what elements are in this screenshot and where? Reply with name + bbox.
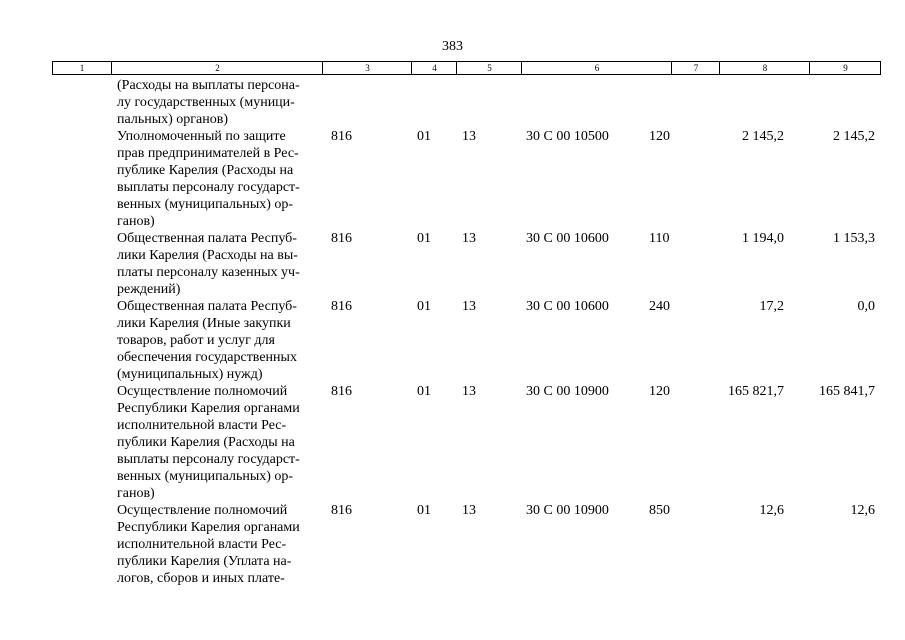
- row-col-5: 13: [462, 299, 476, 314]
- row-col-9: 2 145,2: [833, 129, 875, 144]
- header-col-9: 9: [809, 62, 881, 74]
- row-col-6: 30 С 00 10900: [526, 503, 609, 518]
- table-row: [0, 502, 905, 587]
- row-col-3: 816: [331, 503, 352, 518]
- row-col-5: 13: [462, 231, 476, 246]
- row-col-9: 0,0: [857, 299, 875, 314]
- row-col-7: 120: [649, 129, 670, 144]
- table-row: [0, 230, 905, 298]
- row-col-5: 13: [462, 129, 476, 144]
- row-col-6: 30 С 00 10900: [526, 384, 609, 399]
- row-col-3: 816: [331, 129, 352, 144]
- page-number: 383: [442, 39, 463, 54]
- row-description: Общественная палата Респуб- лики Карелия (Иные закупки товаров, работ и услуг для обеспечения государственных (муниципальных) нужд): [117, 299, 297, 382]
- row-col-8: 2 145,2: [742, 129, 784, 144]
- header-col-3: 3: [322, 62, 412, 74]
- row-description: Осуществление полномочий Республики Карелия органами исполнительной власти Рес- публики Карелия (Уплата на- логов, сборов и иных плате-: [117, 503, 300, 586]
- row-col-7: 240: [649, 299, 670, 314]
- row-col-7: 850: [649, 503, 670, 518]
- row-col-5: 13: [462, 384, 476, 399]
- row-col-8: 1 194,0: [742, 231, 784, 246]
- row-col-4: 01: [417, 384, 431, 399]
- row-description: Общественная палата Респуб- лики Карелия (Расходы на вы- платы персоналу казенных уч- реждений): [117, 231, 300, 297]
- row-col-4: 01: [417, 299, 431, 314]
- row-col-3: 816: [331, 384, 352, 399]
- header-col-1: 1: [79, 63, 85, 73]
- table-body: [0, 77, 905, 587]
- row-col-6: 30 С 00 10600: [526, 299, 609, 314]
- row-col-4: 01: [417, 231, 431, 246]
- row-description: Уполномоченный по защите прав предпринимателей в Рес- публике Карелия (Расходы на выплаты персоналу государст- венных (муниципальных) ор- ганов): [117, 129, 300, 229]
- row-col-5: 13: [462, 503, 476, 518]
- header-col-2: 2: [111, 62, 323, 74]
- row-description: Осуществление полномочий Республики Карелия органами исполнительной власти Рес- публики Карелия (Расходы на выплаты персоналу государст- венных (муниципальных) ор- ганов): [117, 384, 300, 501]
- row-col-3: 816: [331, 299, 352, 314]
- header-col-4: 4: [411, 62, 457, 74]
- header-col-7: 7: [671, 62, 720, 74]
- row-col-9: 1 153,3: [833, 231, 875, 246]
- row-col-7: 120: [649, 384, 670, 399]
- row-col-6: 30 С 00 10500: [526, 129, 609, 144]
- row-col-9: 12,6: [850, 503, 875, 518]
- row-col-4: 01: [417, 129, 431, 144]
- table-row: [0, 128, 905, 230]
- row-col-4: 01: [417, 503, 431, 518]
- row-col-8: 17,2: [759, 299, 784, 314]
- row-col-8: 12,6: [759, 503, 784, 518]
- row-description: (Расходы на выплаты персона- лу государственных (муници- пальных) органов): [117, 78, 300, 127]
- table-row: [0, 77, 905, 128]
- table-row: [0, 298, 905, 383]
- row-col-3: 816: [331, 231, 352, 246]
- header-col-6: 6: [521, 62, 672, 74]
- header-col-5: 5: [456, 62, 522, 74]
- row-col-9: 165 841,7: [819, 384, 875, 399]
- header-col-8: 8: [719, 62, 810, 74]
- row-col-6: 30 С 00 10600: [526, 231, 609, 246]
- row-col-8: 165 821,7: [728, 384, 784, 399]
- row-col-7: 110: [649, 231, 670, 246]
- table-header: [52, 61, 881, 75]
- table-row: [0, 383, 905, 502]
